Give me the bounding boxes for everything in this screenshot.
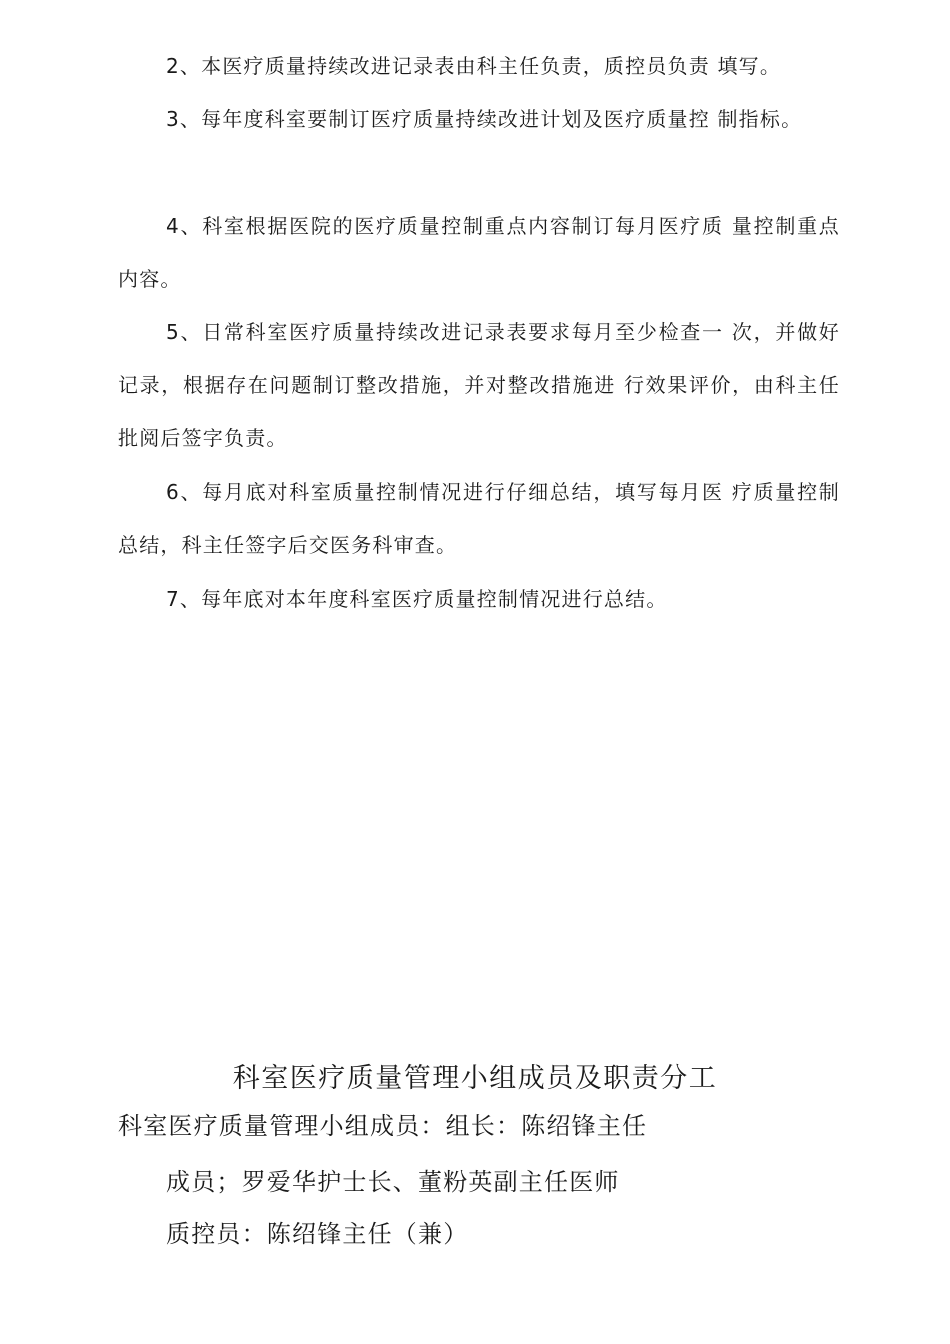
paragraph-item-3: 3、每年度科室要制订医疗质量持续改进计划及医疗质量控 制指标。 xyxy=(166,107,803,131)
staff-members-line: 成员；罗爱华护士长、董粉英副主任医师 xyxy=(166,1168,620,1196)
quality-controller-line: 质控员：陈绍锋主任（兼） xyxy=(166,1220,469,1248)
paragraph-item-4: 4、科室根据医院的医疗质量控制重点内容制订每月医疗质 量控制重点内容。 xyxy=(118,214,840,291)
paragraph-item-5: 5、日常科室医疗质量持续改进记录表要求每月至少检查一 次，并做好记录，根据存在问题制订整改措施，并对整改措施进 行效果评价，由科主任批阅后签字负责。 xyxy=(118,320,840,450)
paragraph-item-7: 7、每年底对本年度科室医疗质量控制情况进行总结。 xyxy=(166,587,668,611)
paragraph-item-6: 6、每月底对科室质量控制情况进行仔细总结，填写每月医 疗质量控制总结，科主任签字后交医务科审查。 xyxy=(118,480,840,557)
group-members-line: 科室医疗质量管理小组成员：组长：陈绍锋主任 xyxy=(118,1112,648,1140)
section-title: 科室医疗质量管理小组成员及职责分工 xyxy=(232,1063,718,1094)
paragraph-item-2: 2、本医疗质量持续改进记录表由科主任负责，质控员负责 填写。 xyxy=(166,54,782,78)
